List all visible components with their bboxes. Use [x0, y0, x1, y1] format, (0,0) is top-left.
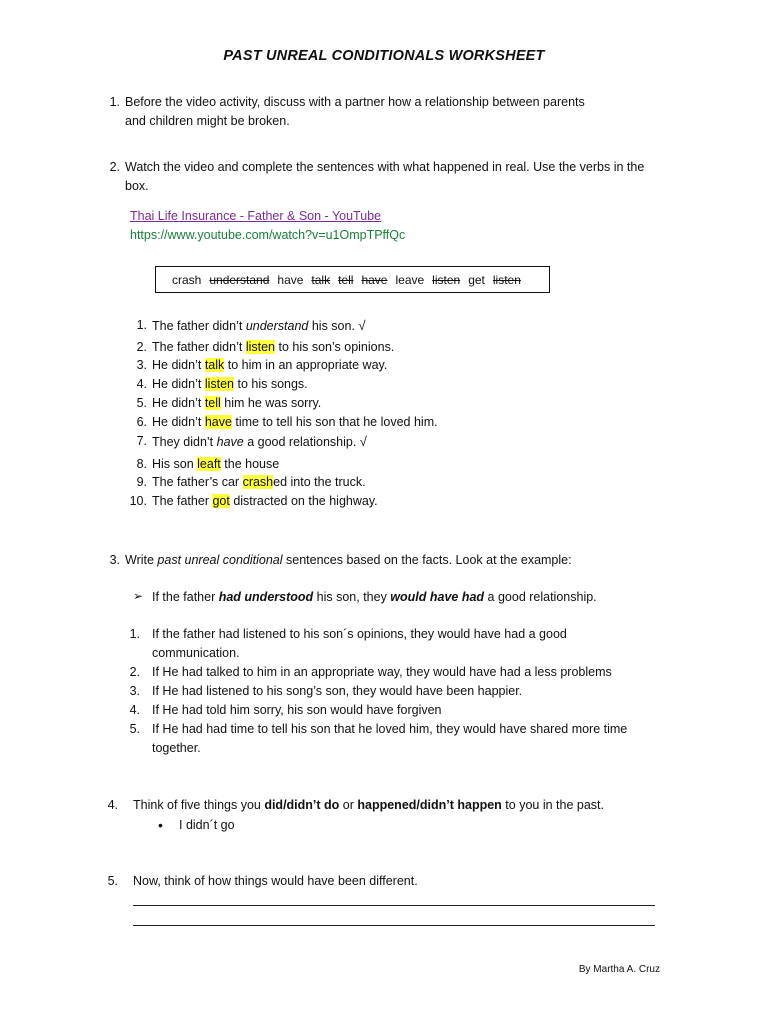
sentence-number: 9. [136, 475, 147, 489]
sentence-text-after: his son. [308, 319, 359, 333]
sentence-text-after: to him in an appropriate way. [224, 358, 388, 372]
sentence-number: 6. [136, 415, 147, 429]
sentence-verb: have [216, 435, 244, 449]
sentence-text-before: The father didn’t [152, 319, 246, 333]
q4-bullet-text: I didn´t go [179, 818, 235, 832]
example-part-c: his son, they [313, 590, 391, 604]
q3-number: 3. [109, 553, 120, 567]
worksheet-title: PAST UNREAL CONDITIONALS WORKSHEET [223, 48, 545, 64]
q4-number: 4. [107, 798, 118, 812]
example-part-d: would have had [390, 590, 485, 604]
answer-line-2: communication. [152, 646, 240, 660]
example-part-a: If the father [152, 590, 219, 604]
sentence-text-after: distracted on the highway. [229, 494, 378, 508]
sentence-text-after: the house [220, 457, 280, 471]
sentence-row [152, 455, 279, 474]
sentence-row [152, 413, 438, 432]
sentence-verb: crash [242, 475, 274, 489]
sentence-number: 5. [136, 396, 147, 410]
sentence-verb: leaft [197, 457, 221, 471]
q3-intro-b: sentences based on the facts. Look at the example: [282, 553, 572, 567]
verb-6: leave [395, 272, 425, 287]
sentence-number: 8. [136, 457, 147, 471]
q3-intro-a: Write [125, 553, 158, 567]
verb-5: have [361, 272, 388, 287]
sentence-text-after: ed into the truck. [273, 475, 366, 489]
answer-line-1: If He had talked to him in an appropriate way, they would have had a less problems [152, 665, 612, 679]
q3-instruction [125, 551, 572, 570]
q1-line-2: and children might be broken. [125, 114, 290, 128]
example-part-e: a good relationship. [484, 590, 597, 604]
answer-line-1: If the father had listened to his son´s opinions, they would have had a good [152, 627, 567, 641]
sentence-text-before: The father didn’t [152, 340, 246, 354]
answer-number: 2. [129, 665, 140, 679]
sentence-text-before: His son [152, 457, 198, 471]
q5-number: 5. [107, 874, 118, 888]
verb-3: talk [311, 272, 331, 287]
sentence-number: 2. [136, 340, 147, 354]
answer-number: 4. [129, 703, 140, 717]
verb-box [155, 266, 550, 293]
answer-line-2: together. [152, 741, 201, 755]
sentence-text-after: him he was sorry. [220, 396, 322, 410]
example-part-b: had understood [218, 590, 314, 604]
verb-9: listen [492, 272, 521, 287]
video-url[interactable]: https://www.youtube.com/watch?v=u1OmpTPffQc [130, 228, 406, 242]
video-link[interactable]: Thai Life Insurance - Father & Son - YouTube [130, 209, 382, 223]
verb-0: crash [172, 272, 202, 287]
sentence-number: 3. [136, 358, 147, 372]
sentence-verb: listen [245, 340, 275, 354]
q5-instruction: Now, think of how things would have been different. [133, 874, 418, 888]
sentence-verb: talk [204, 358, 225, 372]
sentence-text-after: time to tell his son that he loved him. [231, 415, 438, 429]
q4-part-d: happened/didn’t happen [357, 798, 502, 812]
answer-line-1[interactable] [133, 905, 655, 906]
sentence-text-before: He didn’t [152, 358, 205, 372]
sentence-verb: understand [245, 319, 309, 333]
q3-intro-em: past unreal conditional [157, 553, 283, 567]
arrow-bullet-icon: ➢ [133, 589, 144, 603]
author-credit: By Martha A. Cruz [578, 964, 660, 975]
sentence-row [152, 356, 387, 375]
sentence-row [152, 473, 366, 492]
q4-part-e: to you in the past. [501, 798, 604, 812]
sentence-verb: listen [204, 377, 234, 391]
sentence-number: 4. [136, 377, 147, 391]
sentence-row [152, 375, 308, 394]
answer-line-1: If He had had time to tell his son that he loved him, they would have shared more time [152, 722, 628, 736]
bullet-dot-icon: • [158, 817, 163, 833]
checkmark-icon: √ [358, 318, 366, 333]
answer-line-1: If He had told him sorry, his son would have forgiven [152, 703, 442, 717]
answer-number: 1. [129, 627, 140, 641]
verb-8: get [468, 272, 485, 287]
sentence-verb: tell [204, 396, 221, 410]
sentence-row [152, 432, 367, 452]
sentence-number: 10. [129, 494, 147, 508]
sentence-number: 7. [136, 434, 147, 448]
verb-1: understand [209, 272, 270, 287]
example-sentence [152, 588, 597, 607]
sentence-verb: got [212, 494, 230, 508]
sentence-text-after: a good relationship. [243, 435, 360, 449]
verb-2: have [277, 272, 304, 287]
sentence-text-before: They didn’t [152, 435, 217, 449]
q2-number: 2. [109, 160, 120, 174]
q4-part-a: Think of five things you [133, 798, 265, 812]
sentence-row [152, 316, 366, 336]
sentence-text-after: to his son’s opinions. [275, 340, 395, 354]
sentence-text-before: He didn’t [152, 396, 205, 410]
q4-part-c: or [339, 798, 358, 812]
verb-4: tell [338, 272, 354, 287]
q4-instruction [133, 796, 604, 815]
answer-number: 3. [129, 684, 140, 698]
checkmark-icon: √ [359, 434, 367, 449]
verb-7: listen [432, 272, 461, 287]
sentence-number: 1. [136, 318, 147, 332]
sentence-text-after: to his songs. [234, 377, 308, 391]
sentence-text-before: The father’s car [152, 475, 243, 489]
sentence-text-before: He didn’t [152, 415, 205, 429]
q1-number: 1. [109, 95, 120, 109]
answer-line-1: If He had listened to his song’s son, they would have been happier. [152, 684, 523, 698]
sentence-row [152, 492, 378, 511]
sentence-row [152, 338, 394, 357]
sentence-text-before: He didn’t [152, 377, 205, 391]
answer-line-2[interactable] [133, 925, 655, 926]
q2-line-2: box. [125, 179, 149, 193]
q1-line-1: Before the video activity, discuss with a partner how a relationship between parents [125, 95, 585, 109]
sentence-row [152, 394, 321, 413]
answer-number: 5. [129, 722, 140, 736]
q2-line-1: Watch the video and complete the sentences with what happened in real. Use the verbs in the [125, 160, 645, 174]
sentence-verb: have [204, 415, 232, 429]
q4-part-b: did/didn’t do [264, 798, 340, 812]
sentence-text-before: The father [152, 494, 213, 508]
